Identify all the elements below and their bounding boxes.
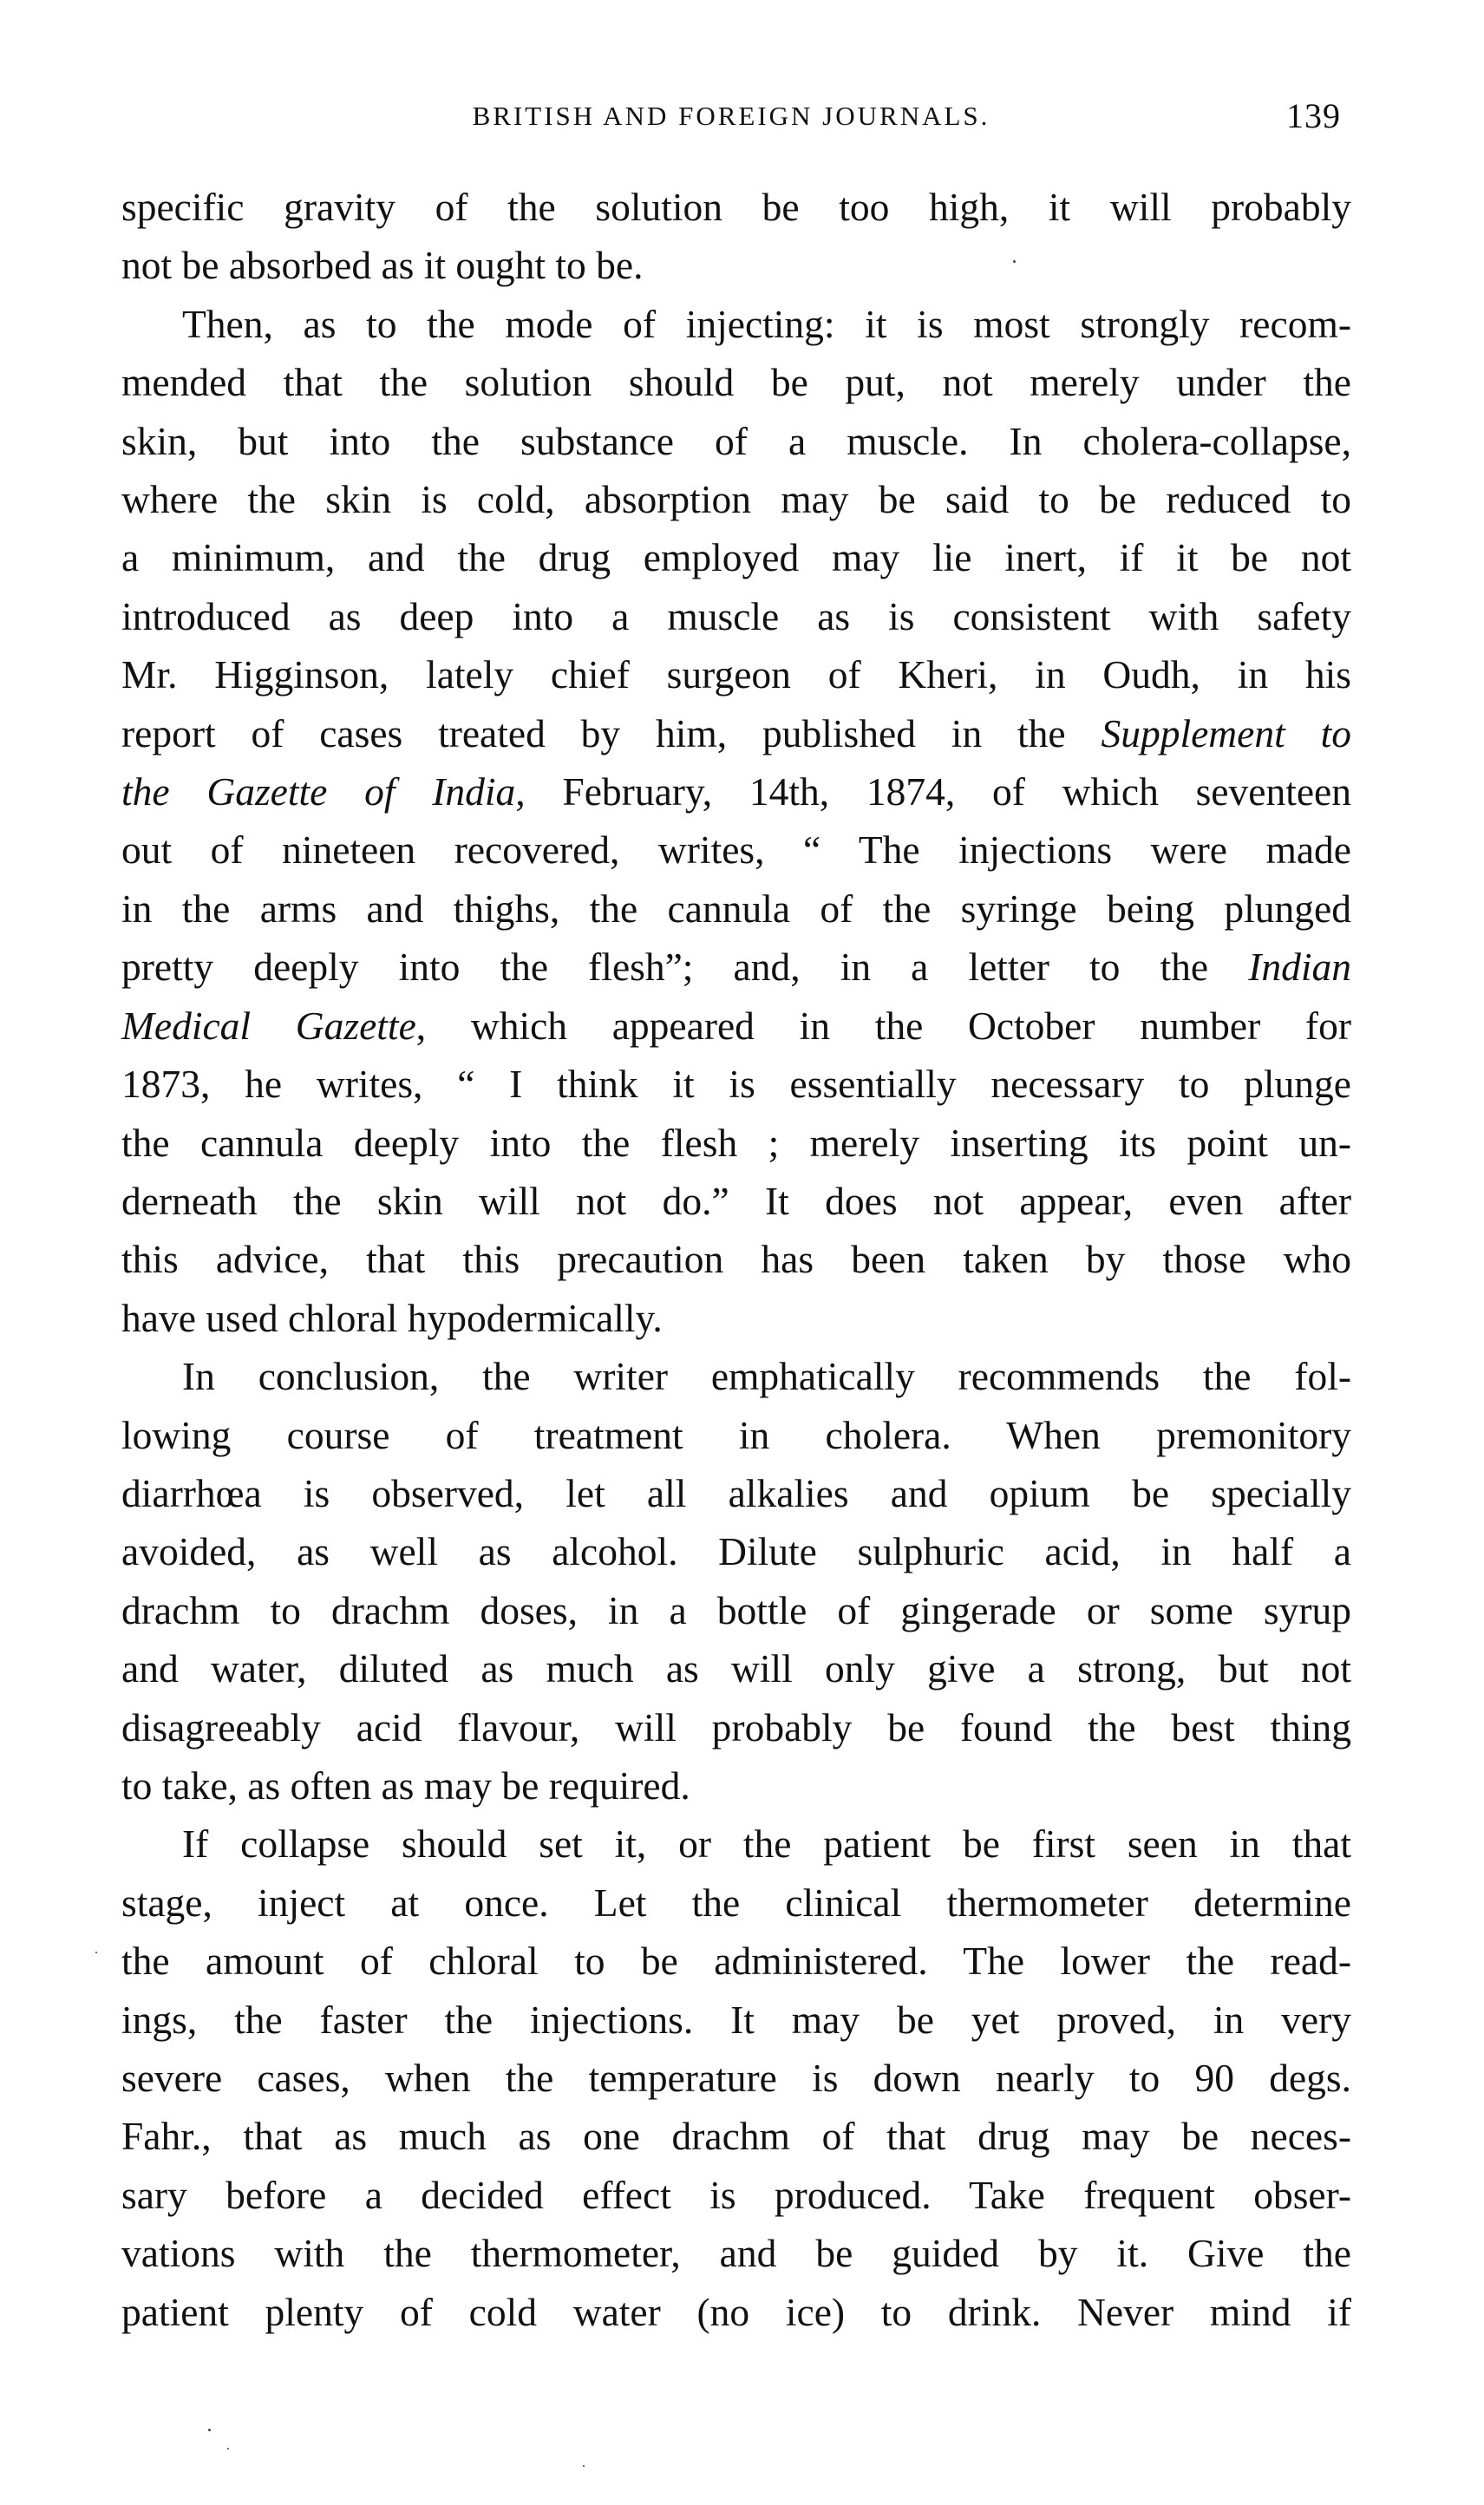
running-head (121, 97, 1341, 149)
text-line: avoided, as well as alcohol. Dilute sulphuric acid, in half a (121, 1529, 1351, 1574)
text-line: introduced as deep into a muscle as is consistent with safety (121, 593, 1351, 638)
text-span: , which appeared in the October number for (415, 1003, 1351, 1048)
body-text (121, 178, 1351, 2341)
print-speck (208, 2429, 211, 2431)
italic-title: Medical Gazette (121, 1003, 416, 1048)
text-line (121, 938, 1351, 996)
text-span: pretty deeply into the flesh”; and, in a letter to the (121, 945, 1249, 990)
text-line: not be absorbed as it ought to be. (121, 243, 644, 288)
text-line: drachm to drachm doses, in a bottle of gingerade or some syrup (121, 1587, 1351, 1632)
text-span: report of cases treated by him, published in the (121, 710, 1102, 755)
text-line: If collapse should set it, or the patient be first seen in that (182, 1822, 1351, 1867)
text-line: ings, the faster the injections. It may be yet proved, in very (121, 1997, 1351, 2042)
text-line: Mr. Higginson, lately chief surgeon of Kheri, in Oudh, in his (121, 652, 1351, 697)
text-line (121, 997, 1351, 1055)
text-line: severe cases, when the temperature is down nearly to 90 degs. (121, 2056, 1351, 2100)
print-speck (583, 2465, 585, 2467)
text-line: skin, but into the substance of a muscle. In cholera-collapse, (121, 418, 1351, 463)
text-span: , February, 14th, 1874, of which seventeen (515, 769, 1351, 814)
text-line: stage, inject at once. Let the clinical thermometer determine (121, 1880, 1351, 1925)
italic-title: Supplement to (1101, 710, 1351, 755)
text-line: where the skin is cold, absorption may be said to be reduced to (121, 477, 1351, 522)
print-speck (1013, 260, 1016, 263)
text-line: sary before a decided effect is produced. Take frequent obser- (121, 2172, 1351, 2217)
text-line: In conclusion, the writer emphatically recommends the fol- (182, 1354, 1351, 1399)
text-line: mended that the solution should be put, not merely under the (121, 360, 1351, 405)
text-line: patient plenty of cold water (no ice) to drink. Never mind if (121, 2289, 1351, 2334)
text-line: in the arms and thighs, the cannula of the syringe being plunged (121, 886, 1351, 931)
text-line: 1873, he writes, “ I think it is essentially necessary to plunge (121, 1062, 1351, 1107)
text-line: to take, as often as may be required. (121, 1763, 690, 1808)
text-line: Then, as to the mode of injecting: it is most strongly recom- (182, 301, 1351, 346)
text-line: have used chloral hypodermically. (121, 1295, 663, 1340)
running-title: BRITISH AND FOREIGN JOURNALS. (472, 101, 990, 131)
text-line: and water, diluted as much as will only give a strong, but not (121, 1646, 1351, 1691)
page-number: 139 (1286, 96, 1341, 135)
italic-title: Indian (1248, 945, 1351, 990)
print-speck (95, 1952, 97, 1953)
text-line: a minimum, and the drug employed may lie inert, if it be not (121, 535, 1351, 580)
text-line (121, 704, 1351, 762)
text-line: diarrhœa is observed, let all alkalies and opium be specially (121, 1470, 1351, 1515)
text-line: out of nineteen recovered, writes, “ The injections were made (121, 827, 1351, 873)
text-line: derneath the skin will not do.” It does not appear, even after (121, 1178, 1351, 1223)
text-line: lowing course of treatment in cholera. When premonitory (121, 1412, 1351, 1457)
text-line (121, 762, 1351, 821)
text-line: specific gravity of the solution be too high, it will probably (121, 185, 1351, 229)
text-line: vations with the thermometer, and be guided by it. Give the (121, 2231, 1351, 2276)
text-line: Fahr., that as much as one drachm of that drug may be neces- (121, 2114, 1351, 2159)
text-line: the amount of chloral to be administered. The lower the read- (121, 1939, 1351, 1984)
text-line: the cannula deeply into the flesh ; merely inserting its point un- (121, 1120, 1351, 1165)
text-line: disagreeably acid flavour, will probably be found the best thing (121, 1704, 1351, 1750)
italic-title: the Gazette of India (121, 769, 516, 814)
print-speck (227, 2448, 229, 2449)
text-line: this advice, that this precaution has been taken by those who (121, 1237, 1351, 1282)
